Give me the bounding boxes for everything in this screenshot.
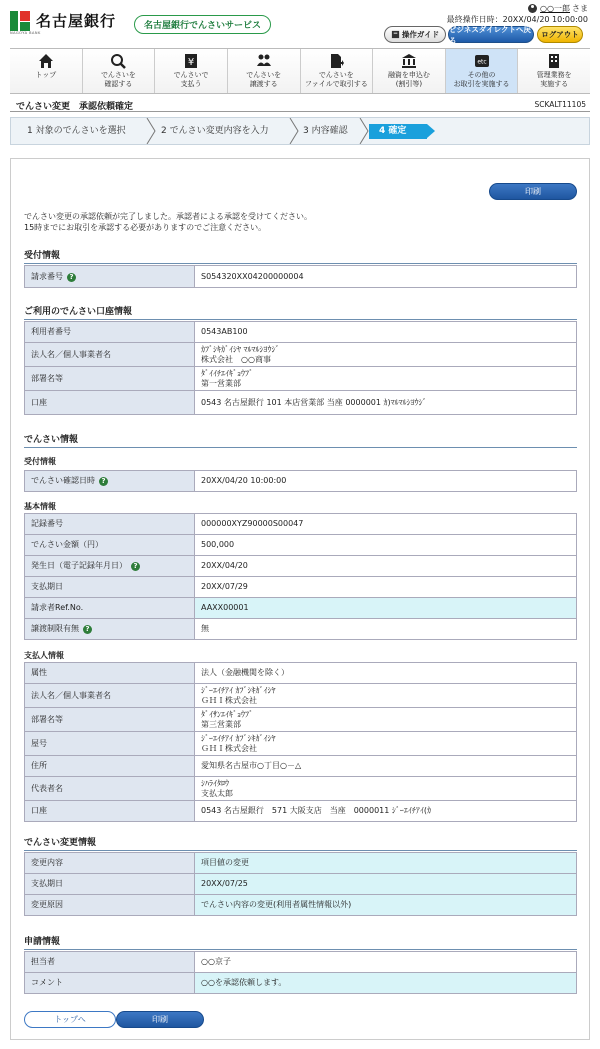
bank-icon — [401, 53, 417, 69]
row-value: 愛知県名古屋市○丁目○－△ — [195, 756, 577, 777]
row-label — [25, 952, 195, 973]
global-nav — [10, 48, 590, 94]
row-label-text: 部署名等 — [31, 373, 63, 383]
nav-loan[interactable] — [372, 49, 445, 93]
chevron-right-icon — [359, 118, 369, 144]
row-label-text: でんさい金額（円） — [31, 540, 103, 550]
row-value: ﾀﾞｲｲﾁｴｲｷﾞｮｳﾌﾞ 第一営業部 — [195, 367, 577, 391]
table-row — [25, 663, 577, 684]
step-1: 1 対象のでんさいを選択 — [27, 126, 126, 136]
building-icon — [546, 53, 562, 69]
row-value: 0543AB100 — [195, 322, 577, 343]
subsection-densai-receipt: 受付情報 — [24, 457, 56, 466]
table-row — [25, 619, 577, 640]
section-change: でんさい変更情報 — [24, 835, 577, 851]
row-label — [25, 732, 195, 756]
step-3: 3 内容確認 — [303, 126, 348, 136]
user-name-link[interactable]: ○○一郎 — [540, 4, 570, 13]
table-row — [25, 598, 577, 619]
bank-sub: NAGOYA BANK — [10, 31, 41, 35]
step-indicator — [10, 117, 590, 145]
table-row — [25, 577, 577, 598]
completion-message — [24, 211, 312, 233]
table-row — [25, 853, 577, 874]
chevron-right-icon — [146, 118, 156, 144]
account-table — [24, 321, 577, 415]
table-row — [25, 732, 577, 756]
bank-logo-icon — [10, 11, 30, 31]
service-name-badge: 名古屋銀行でんさいサービス — [134, 15, 271, 34]
svg-text:¥: ¥ — [187, 57, 195, 68]
top-button[interactable]: トップへ — [24, 1011, 116, 1028]
section-receipt: 受付情報 — [24, 248, 577, 264]
row-value: 項目値の変更 — [195, 853, 577, 874]
table-row — [25, 708, 577, 732]
nav-confirm[interactable] — [82, 49, 155, 93]
row-label — [25, 266, 195, 288]
row-label — [25, 801, 195, 822]
row-label-text: 担当者 — [31, 957, 55, 967]
bank-name: 名古屋銀行 — [36, 12, 117, 30]
row-label — [25, 708, 195, 732]
message-line: 15時までにお取引を承認する必要がありますのでご注意ください。 — [24, 223, 267, 232]
table-row — [25, 756, 577, 777]
nav-top[interactable] — [10, 49, 82, 93]
row-label-text: 発生日（電子記録年月日） — [31, 561, 127, 570]
table-row — [25, 874, 577, 895]
row-label-text: でんさい確認日時 — [31, 476, 95, 485]
nav-label: でんさいで 支払う — [173, 71, 209, 88]
row-label-text: 法人名／個人事業者名 — [31, 349, 111, 359]
nav-label: 管理業務を 実施する — [536, 71, 572, 88]
row-label — [25, 577, 195, 598]
logout-button[interactable]: ログアウト — [537, 26, 583, 43]
densai-receipt-table — [24, 470, 577, 492]
row-value: 0543 名古屋銀行 101 本店営業部 当座 0000001 ｶ)ﾏﾙﾏﾙｼﾖｳｼﾞ — [195, 391, 577, 415]
chevron-right-icon — [289, 118, 299, 144]
subsection-basic: 基本情報 — [24, 502, 56, 511]
section-densai: でんさい情報 — [24, 432, 577, 448]
row-value: 0543 名古屋銀行 571 大阪支店 当座 0000011 ｼﾞｰｴｲﾁｱｲ(ｶ — [195, 801, 577, 822]
etc-icon — [474, 53, 490, 69]
yen-document-icon — [183, 53, 199, 69]
row-label-text: 請求者Ref.No. — [31, 603, 84, 613]
payer-table — [24, 662, 577, 822]
people-icon — [256, 53, 272, 69]
row-value: 20XX/07/25 — [195, 874, 577, 895]
print-button-top[interactable]: 印刷 — [489, 183, 577, 200]
row-value: 法人（金融機関を除く） — [195, 663, 577, 684]
book-icon — [391, 30, 400, 39]
table-row — [25, 952, 577, 973]
row-label — [25, 391, 195, 415]
row-label — [25, 322, 195, 343]
step-2: 2 でんさい変更内容を入力 — [161, 126, 269, 136]
table-row — [25, 556, 577, 577]
table-row — [25, 343, 577, 367]
row-label-text: 請求番号 — [31, 271, 63, 281]
table-row — [25, 391, 577, 415]
nav-pay[interactable] — [154, 49, 227, 93]
row-label-text: 支払期日 — [31, 582, 63, 592]
basic-table — [24, 513, 577, 640]
row-value: ｶﾌﾞｼｷｶﾞｲｼﾔ ﾏﾙﾏﾙｼﾖｳｼﾞ 株式会社 ○○商事 — [195, 343, 577, 367]
nav-label: 融資を申込む (割引等) — [387, 71, 430, 88]
row-label-text: 支払期日 — [31, 879, 63, 889]
row-label — [25, 895, 195, 916]
last-operation-time: 最終操作日時：20XX/04/20 10:00:00 — [446, 15, 588, 24]
row-value: ｼﾞｰｴｲﾁｱｲ ｶﾌﾞｼｷｶﾞｲｼﾔ ＧＨＩ株式会社 — [195, 684, 577, 708]
svg-text:etc: etc — [476, 58, 487, 66]
row-label-text: 利用者番号 — [31, 327, 71, 337]
row-label — [25, 684, 195, 708]
row-label — [25, 471, 195, 492]
request-table — [24, 951, 577, 994]
print-button-bottom[interactable]: 印刷 — [116, 1011, 204, 1028]
header — [0, 0, 600, 46]
row-label — [25, 853, 195, 874]
user-info — [528, 3, 588, 14]
row-value: 20XX/04/20 10:00:00 — [195, 471, 577, 492]
row-value: ○○を承認依頼します。 — [195, 973, 577, 994]
row-value: 20XX/07/29 — [195, 577, 577, 598]
row-label — [25, 663, 195, 684]
row-value: ○○京子 — [195, 952, 577, 973]
row-label-text: 変更原因 — [31, 900, 63, 910]
row-label — [25, 598, 195, 619]
row-label-text: 法人名／個人事業者名 — [31, 690, 111, 700]
row-label — [25, 756, 195, 777]
search-icon — [110, 53, 126, 69]
row-label — [25, 874, 195, 895]
user-icon — [528, 4, 537, 13]
row-value: 20XX/04/20 — [195, 556, 577, 577]
row-label-text: 住所 — [31, 761, 47, 771]
row-value: 500,000 — [195, 535, 577, 556]
row-value: 無 — [195, 619, 577, 640]
table-row — [25, 895, 577, 916]
table-row — [25, 973, 577, 994]
operation-guide-label: 操作ガイド — [401, 30, 440, 39]
row-label-text: 記録番号 — [31, 519, 63, 529]
page-title: でんさい変更 承認依頼確定 — [16, 102, 134, 112]
nav-transfer[interactable] — [227, 49, 300, 93]
help-icon[interactable]: ? — [67, 273, 76, 282]
row-value: 000000XYZ90000S00047 — [195, 514, 577, 535]
row-label — [25, 535, 195, 556]
row-label — [25, 514, 195, 535]
row-label-text: 部署名等 — [31, 714, 63, 724]
change-table — [24, 852, 577, 916]
table-row — [25, 266, 577, 288]
page-title-bar — [10, 98, 590, 112]
nav-other[interactable] — [445, 49, 518, 93]
row-label — [25, 556, 195, 577]
row-value: ｼﾞｰｴｲﾁｱｲ ｶﾌﾞｼｷｶﾞｲｼﾔ ＧＨＩ株式会社 — [195, 732, 577, 756]
table-row — [25, 367, 577, 391]
row-label-text: コメント — [31, 978, 63, 988]
main-content — [10, 158, 590, 1040]
nav-label: でんさいを 譲渡する — [246, 71, 282, 88]
receipt-table — [24, 265, 577, 288]
row-label-text: 口座 — [31, 806, 47, 816]
table-row — [25, 322, 577, 343]
row-label-text: 口座 — [31, 397, 47, 407]
nav-label: その他の お取引を実施する — [453, 71, 510, 88]
help-icon[interactable]: ? — [99, 477, 108, 486]
table-row — [25, 684, 577, 708]
current-step-arrow — [427, 124, 435, 138]
table-row — [25, 514, 577, 535]
section-request: 申請情報 — [24, 934, 577, 950]
row-value: でんさい内容の変更(利用者属性情報以外) — [195, 895, 577, 916]
table-row — [25, 777, 577, 801]
table-row — [25, 801, 577, 822]
row-value: S054320XX04200000004 — [195, 266, 577, 288]
bank-logo[interactable] — [10, 10, 116, 31]
table-row — [25, 535, 577, 556]
user-suffix: さま — [572, 4, 588, 13]
row-label-text: 変更内容 — [31, 858, 63, 868]
subsection-payer: 支払人情報 — [24, 651, 64, 660]
row-label-text: 譲渡制限有無 — [31, 624, 79, 633]
row-label-text: 代表者名 — [31, 783, 63, 793]
operation-guide-button[interactable] — [384, 26, 446, 43]
row-value: ｼﾊﾗｲﾀﾛｳ 支払太郎 — [195, 777, 577, 801]
nav-admin[interactable] — [517, 49, 590, 93]
row-value: ﾀﾞｲｻﾝｴｲｷﾞｮｳﾌﾞ 第三営業部 — [195, 708, 577, 732]
nav-label: でんさいを 確認する — [100, 71, 136, 88]
table-row — [25, 471, 577, 492]
row-label — [25, 367, 195, 391]
row-label-text: 屋号 — [31, 738, 47, 748]
row-label-text: 属性 — [31, 668, 47, 678]
file-icon — [328, 53, 344, 69]
nav-label: でんさいを ファイルで取引する — [304, 71, 368, 88]
message-line: でんさい変更の承認依頼が完了しました。承認者による承認を受けてください。 — [24, 212, 312, 221]
row-label — [25, 777, 195, 801]
help-icon[interactable]: ? — [83, 625, 92, 634]
nav-label: トップ — [35, 71, 57, 79]
row-label — [25, 343, 195, 367]
business-direct-button[interactable]: ビジネスダイレクトへ戻る — [448, 26, 534, 43]
step-4-current: 4 確定 — [369, 124, 427, 139]
help-icon[interactable]: ? — [131, 562, 140, 571]
row-label — [25, 619, 195, 640]
home-icon — [38, 53, 54, 69]
screen-id: SCKALT11105 — [534, 100, 586, 109]
row-label — [25, 973, 195, 994]
nav-file[interactable] — [300, 49, 373, 93]
row-value: AAXX00001 — [195, 598, 577, 619]
section-account: ご利用のでんさい口座情報 — [24, 304, 577, 320]
